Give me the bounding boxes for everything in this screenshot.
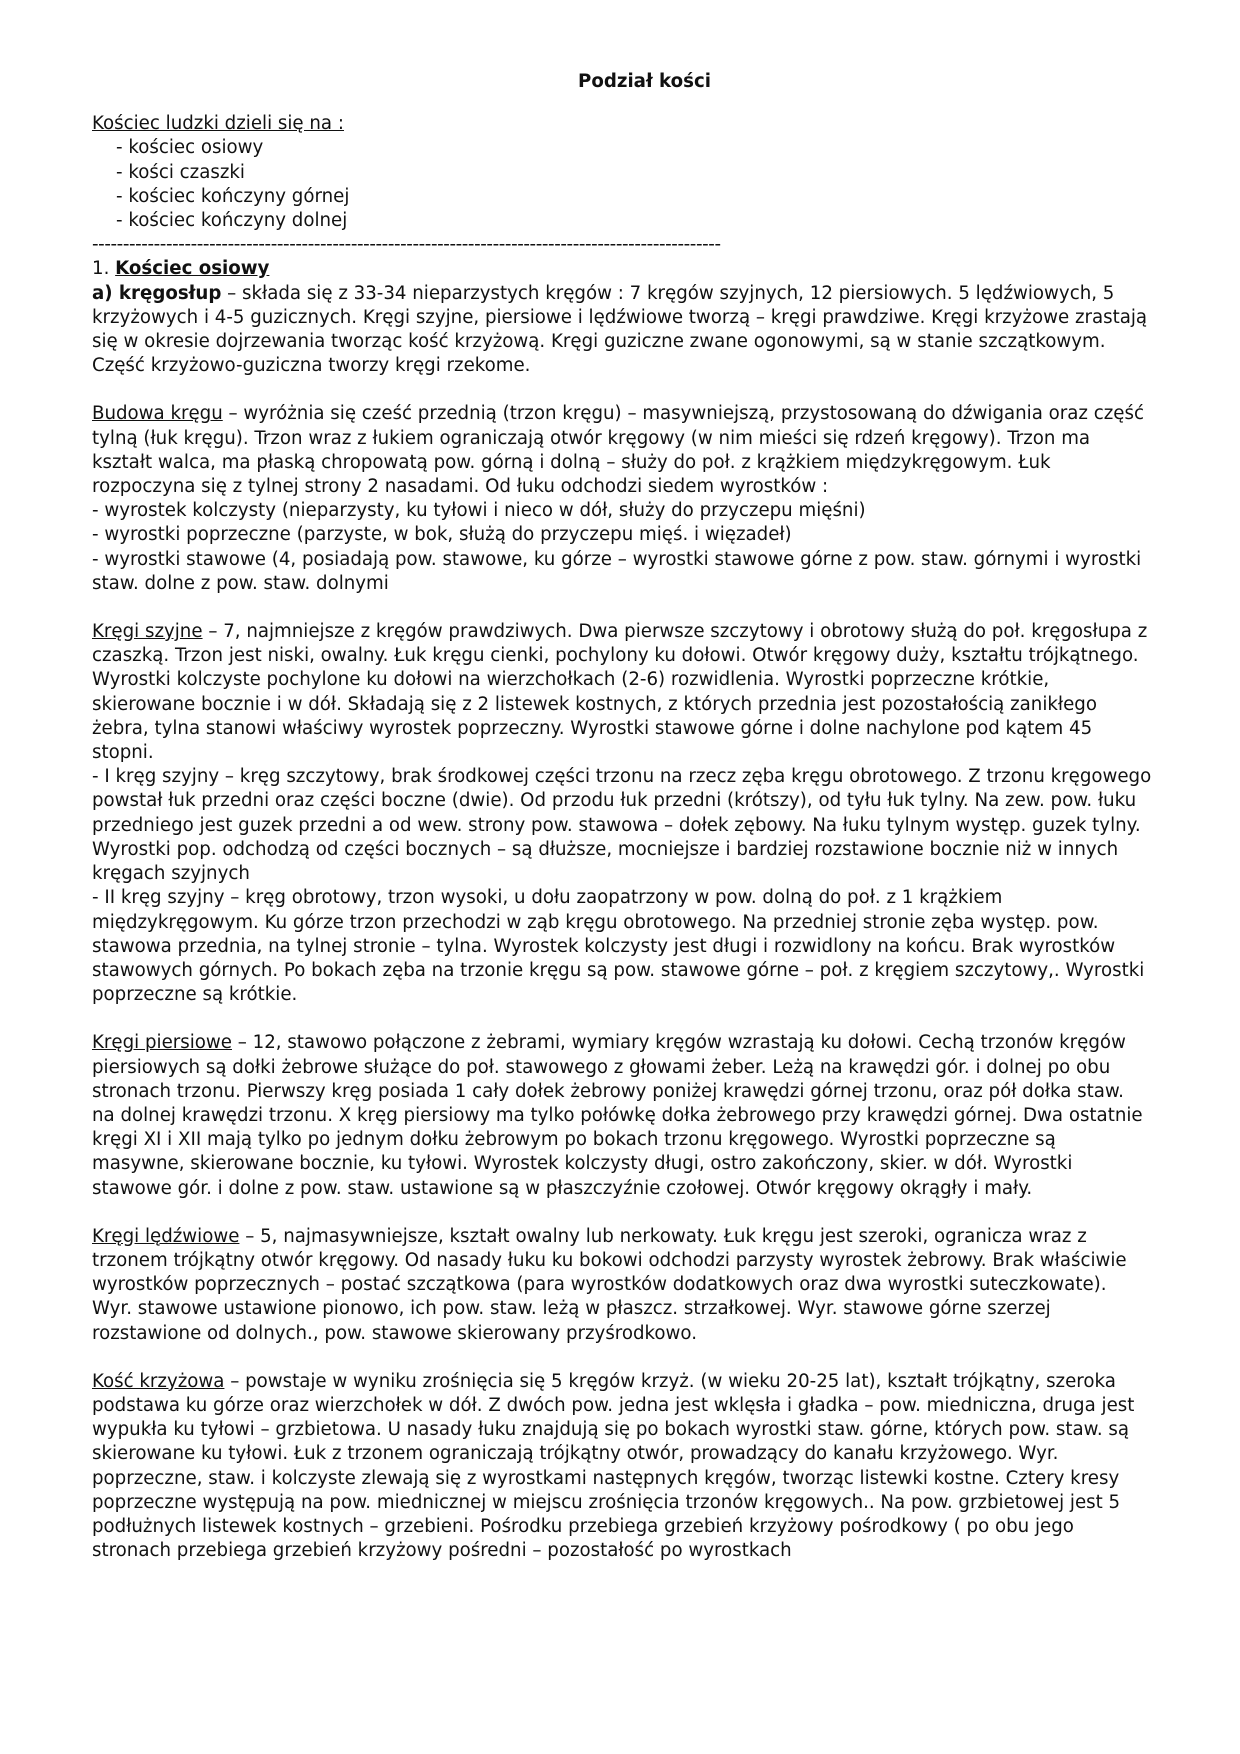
intro-heading [92,112,1152,136]
list-item: - wyrostek kolczysty (nieparzysty, ku tyłowi i nieco w dół, służy do przyczepu mięśni) [92,500,866,522]
paragraph-krzyzowa [92,1370,1152,1564]
paragraph-label: Kręgi szyjne [92,621,203,643]
list-item: - wyrostki poprzeczne (parzyste, w bok, służą do przyczepu mięś. i więzadeł) [92,524,792,546]
paragraph-label: a) kręgosłup [92,282,222,304]
paragraph-kregoslup [92,282,1152,379]
page-title: Podział kości [578,71,711,92]
section-number: 1. [92,258,116,280]
list-item: - I kręg szyjny – kręg szczytowy, brak środkowej części trzonu na rzecz zęba kręgu obrotowego. Z trzonu kręgowego powstał łuk przedni oraz części boczne (dwie). Od przodu łuk przedni (krótszy), od tyłu łuk tylny. Na zew. pow. łuku przedniego jest guzek przedni a od wew. strony pow. stawowa – dołek zębowy. Na łuku tylnym występ. guzek tylny. Wyrostki pop. odchodzą od części bocznych – są dłuższe, mocniejsze i bardziej rozstawione bocznie niż w innych kręgach szyjnych [92,766,1152,885]
list-item: - kości czaszki [116,161,245,183]
paragraph-budowa [92,402,1152,499]
list-item: - kościec kończyny górnej [116,185,350,207]
paragraph-ledzwiowe [92,1225,1152,1346]
paragraph-label: Kość krzyżowa [92,1370,225,1392]
paragraph-text: – 7, najmniejsze z kręgów prawdziwych. Dwa pierwsze szczytowy i obrotowy służą do poł. kręgosłupa z czaszką. Trzon jest niski, owalny. Łuk kręgu cienki, pochylony ku dołowi. Otwór kręgowy duży, kształtu trójkątnego. Wyrostki kolczyste pochylone ku dołowi na wierzchołkach (2-6) rozwidlenia. Wyrostki poprzeczne krótkie, skierowane bocznie i w dół. Składają się z 2 listewek kostnych, z których przednia jest pozostałością zanikłego żebra, tylna stanowi właściwy wyrostek poprzeczny. Wyrostki stawowe górne i dolne nachylone pod kątem 45 stopni. [92,621,1148,764]
paragraph-szyjne [92,620,1152,765]
paragraph-label: Kręgi piersiowe [92,1032,232,1054]
intro-heading-text: Kościec ludzki dzieli się na : [92,113,344,135]
paragraph-text: – składa się z 33-34 nieparzystych kręgów : 7 kręgów szyjnych, 12 piersiowych. 5 lędźwiowych, 5 krzyżowych i 4-5 guzicznych. Kręgi szyjne, piersiowe i lędźwiowe tworzą – kręgi prawdziwe. Kręgi krzyżowe zrastają się w okresie dojrzewania tworząc kość krzyżową. Kręgi guziczne zwane ogonowymi, są w stanie szczątkowym. Część krzyżowo-guziczna tworzy kręgi rzekome. [92,282,1148,377]
paragraph-piersiowe [92,1031,1152,1200]
document-page [92,70,1152,1563]
paragraph-text: – 5, najmasywniejsze, kształt owalny lub nerkowaty. Łuk kręgu jest szeroki, ogranicza wraz z trzonem trójkątny otwór kręgowy. Od nasady łuku ku bokowi odchodzi parzysty wyrostek żebrowy. Brak właściwie wyrostków poprzecznych – postać szczątkowa (para wyrostków dodatkowych oraz dwa wyrostki suteczkowate). Wyr. stawowe ustawione pionowo, ich pow. staw. leżą w płaszcz. strzałkowej. Wyr. stawowe górne szerzej rozstawione od dolnych., pow. stawowe skierowany przyśrodkowo. [92,1225,1127,1344]
intro-list [92,136,1152,233]
section-heading [92,257,1152,281]
section-heading-text: Kościec osiowy [115,258,270,280]
paragraph-label: Budowa kręgu [92,403,223,425]
list-item: - II kręg szyjny – kręg obrotowy, trzon wysoki, u dołu zaopatrzony w pow. dolną do poł. z 1 krążkiem międzykręgowym. Ku górze trzon przechodzi w ząb kręgu obrotowego. Na przedniej stronie zęba występ. pow. stawowa przednia, na tylnej stronie – tylna. Wyrostek kolczysty jest długi i rozwidlony na końcu. Brak wyrostków stawowych górnych. Po bokach zęba na trzonie kręgu są pow. stawowe górne – poł. z kręgiem szczytowy,. Wyrostki poprzeczne są krótkie. [92,887,1145,1006]
paragraph-text: – 12, stawowo połączone z żebrami, wymiary kręgów wzrastają ku dołowi. Cechą trzonów kręgów piersiowych są dołki żebrowe służące do poł. stawowego z głowami żeber. Leżą na krawędzi gór. i dolnej po obu stronach trzonu. Pierwszy kręg posiada 1 cały dołek żebrowy poniżej krawędzi górnej trzonu, oraz pół dołka staw. na dolnej krawędzi trzonu. X kręg piersiowy ma tylko połówkę dołka żebrowego przy krawędzi górnej. Dwa ostatnie kręgi XI i XII mają tylko po jednym dołku żebrowym po bokach trzonu kręgowego. Wyrostki poprzeczne są masywne, skierowane bocznie, ku tyłowi. Wyrostek kolczysty długi, ostro zakończony, skier. w dół. Wyrostki stawowe gór. i dolne z pow. staw. ustawione są w płaszczyźnie czołowej. Otwór kręgowy okrągły i mały. [92,1032,1143,1199]
paragraph-label: Kręgi lędźwiowe [92,1225,240,1247]
list-item: - kościec kończyny dolnej [116,210,348,232]
list-item: - kościec osiowy [116,137,264,159]
list-item: - wyrostki stawowe (4, posiadają pow. stawowe, ku górze – wyrostki stawowe górne z pow. staw. górnymi i wyrostki staw. dolne z pow. staw. dolnymi [92,548,1142,594]
paragraph-text: – wyróżnia się cześć przednią (trzon kręgu) – masywniejszą, przystosowaną do dźwigania oraz część tylną (łuk kręgu). Trzon wraz z łukiem ograniczają otwór kręgowy (w nim mieści się rdzeń kręgowy). Trzon ma kształt walca, ma płaską chropowatą pow. górną i dolną – służy do poł. z krążkiem międzykręgowym. Łuk rozpoczyna się z tylnej strony 2 nasadami. Od łuku odchodzi siedem wyrostków : [92,403,1144,498]
separator-line: ------------------------------------------------------------------------------------------------------ [92,234,721,256]
paragraph-text: – powstaje w wyniku zrośnięcia się 5 kręgów krzyż. (w wieku 20-25 lat), kształt trójkątny, szeroka podstawa ku górze oraz wierzchołek w dół. Z dwóch pow. jedna jest wklęsła i gładka – pow. miedniczna, druga jest wypukła ku tyłowi – grzbietowa. U nasady łuku znajdują się po bokach wyrostki staw. górne, których pow. staw. są skierowane ku tyłowi. Łuk z trzonem ograniczają trójkątny otwór, prowadzący do kanału krzyżowego. Wyr. poprzeczne, staw. i kolczyste zlewają się z wyrostkami następnych kręgów, tworząc listewki kostne. Cztery kresy poprzeczne występują na pow. miednicznej w miejscu zrośnięcia trzonów kręgowych.. Na pow. grzbietowej jest 5 podłużnych listewek kostnych – grzebieni. Pośrodku przebiega grzebień krzyżowy pośrodkowy ( po obu jego stronach przebiega grzebień krzyżowy pośredni – pozostałość po wyrostkach [92,1370,1135,1562]
